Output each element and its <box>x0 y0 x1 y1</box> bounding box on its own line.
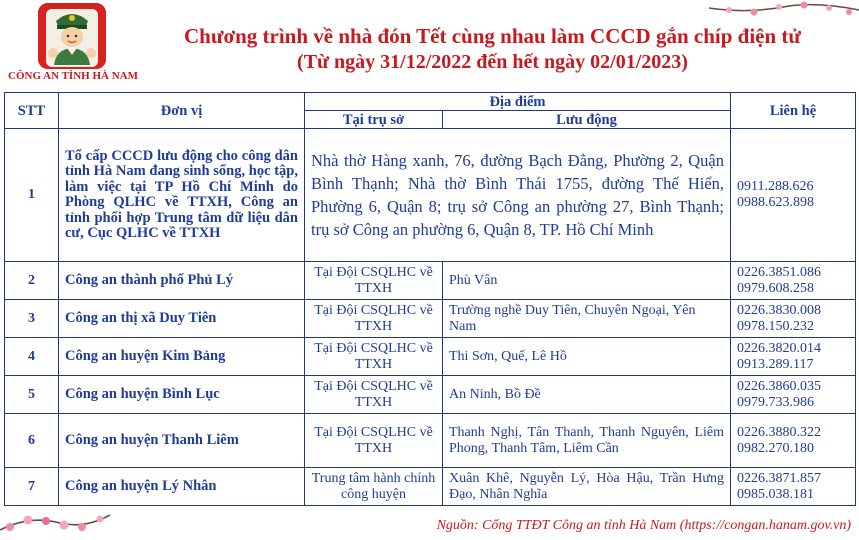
row-contact <box>731 468 856 506</box>
police-officer-logo-icon <box>38 3 106 69</box>
contact-phone: 0979.733.986 <box>737 394 815 410</box>
row-unit: Tổ cấp CCCD lưu động cho công dân tỉnh Hà Nam đang sinh sống, học tập, làm việc tại TP Hồ Chí Minh do Phòng QLHC về TTXH, Công an tỉnh phối hợp Trung tâm dữ liệu dân cư, Cục QLHC về TTXH <box>59 129 305 262</box>
page-title: Chương trình về nhà đón Tết cùng nhau làm CCCD gắn chíp điện tử <box>184 24 801 48</box>
header-stt: STT <box>5 93 59 129</box>
row-unit: Công an thị xã Duy Tiên <box>59 300 305 338</box>
row-contact <box>731 262 856 300</box>
row-hq: Tại Đội CSQLHC về TTXH <box>305 300 443 338</box>
row-unit: Công an huyện Lý Nhân <box>59 468 305 506</box>
contact-phone: 0978.150.232 <box>737 318 815 334</box>
row-mobile: Trường nghề Duy Tiên, Chuyên Ngoại, Yên Nam <box>443 300 731 338</box>
row-mobile: Phù Vân <box>443 262 731 300</box>
row-hq: Tại Đội CSQLHC về TTXH <box>305 338 443 376</box>
row-hq: Trung tâm hành chính công huyện <box>305 468 443 506</box>
header-unit: Đơn vị <box>59 93 305 129</box>
row-unit: Công an huyện Kim Bảng <box>59 338 305 376</box>
schedule-table <box>4 92 856 506</box>
row-contact <box>731 414 856 468</box>
row-hq: Tại Đội CSQLHC về TTXH <box>305 414 443 468</box>
header-mobile: Lưu động <box>443 111 731 129</box>
contact-phone: 0913.289.117 <box>737 356 814 372</box>
page-subtitle: (Từ ngày 31/12/2022 đến hết ngày 02/01/2023) <box>297 51 688 73</box>
contact-phone: 0979.608.258 <box>737 280 815 296</box>
contact-phone: 0911.288.626 <box>737 179 814 194</box>
table-row <box>5 414 856 468</box>
row-hq: Tại Đội CSQLHC về TTXH <box>305 376 443 414</box>
source-caption: Nguồn: Cổng TTĐT Công an tỉnh Hà Nam (https://congan.hanam.gov.vn) <box>436 518 851 533</box>
row-contact <box>731 300 856 338</box>
row-unit: Công an huyện Thanh Liêm <box>59 414 305 468</box>
table-row <box>5 376 856 414</box>
contact-phone: 0226.3830.008 <box>737 302 822 318</box>
row-unit: Công an thành phố Phủ Lý <box>59 262 305 300</box>
contact-phone: 0982.270.180 <box>737 440 815 456</box>
row-mobile: Xuân Khê, Nguyễn Lý, Hòa Hậu, Trần Hưng Đạo, Nhân Nghĩa <box>443 468 731 506</box>
row-stt: 3 <box>5 300 59 338</box>
row-stt: 2 <box>5 262 59 300</box>
table-row <box>5 129 856 262</box>
row-stt: 6 <box>5 414 59 468</box>
table-row <box>5 468 856 506</box>
contact-phone: 0226.3880.322 <box>737 424 822 440</box>
row-contact <box>731 129 856 262</box>
contact-phone: 0226.3851.086 <box>737 264 822 280</box>
row-mobile: Nhà thờ Hàng xanh, 76, đường Bạch Đằng, Phường 2, Quận Bình Thạnh; Nhà thờ Bình Thái 1755, đường Thế Hiển, Phường 6, Quận 8; trụ sở Công an phường 27, Bình Thạnh; trụ sở Công an phường 6, Quận 8, TP. Hồ Chí Minh <box>305 129 731 262</box>
table-row <box>5 338 856 376</box>
header-location: Địa điểm <box>305 93 731 111</box>
contact-phone: 0226.3820.014 <box>737 340 822 356</box>
org-name: CÔNG AN TỈNH HÀ NAM <box>8 70 138 82</box>
row-stt: 5 <box>5 376 59 414</box>
row-contact <box>731 338 856 376</box>
contact-phone: 0226.3860.035 <box>737 378 822 394</box>
row-mobile: Thi Sơn, Quế, Lê Hồ <box>443 338 731 376</box>
row-stt: 4 <box>5 338 59 376</box>
row-stt: 7 <box>5 468 59 506</box>
header-contact: Liên hệ <box>731 93 856 129</box>
table-row <box>5 300 856 338</box>
header-hq: Tại trụ sở <box>305 111 443 129</box>
row-mobile: An Ninh, Bồ Đề <box>443 376 731 414</box>
contact-phone: 0988.623.898 <box>737 195 815 210</box>
row-hq: Tại Đội CSQLHC về TTXH <box>305 262 443 300</box>
row-mobile: Thanh Nghị, Tân Thanh, Thanh Nguyên, Liêm Phong, Thanh Tâm, Liêm Cần <box>443 414 731 468</box>
contact-phone: 0226.3871.857 <box>737 470 822 486</box>
row-unit: Công an huyện Bình Lục <box>59 376 305 414</box>
table-row <box>5 262 856 300</box>
row-contact <box>731 376 856 414</box>
row-stt: 1 <box>5 129 59 262</box>
contact-phone: 0985.038.181 <box>737 486 815 502</box>
